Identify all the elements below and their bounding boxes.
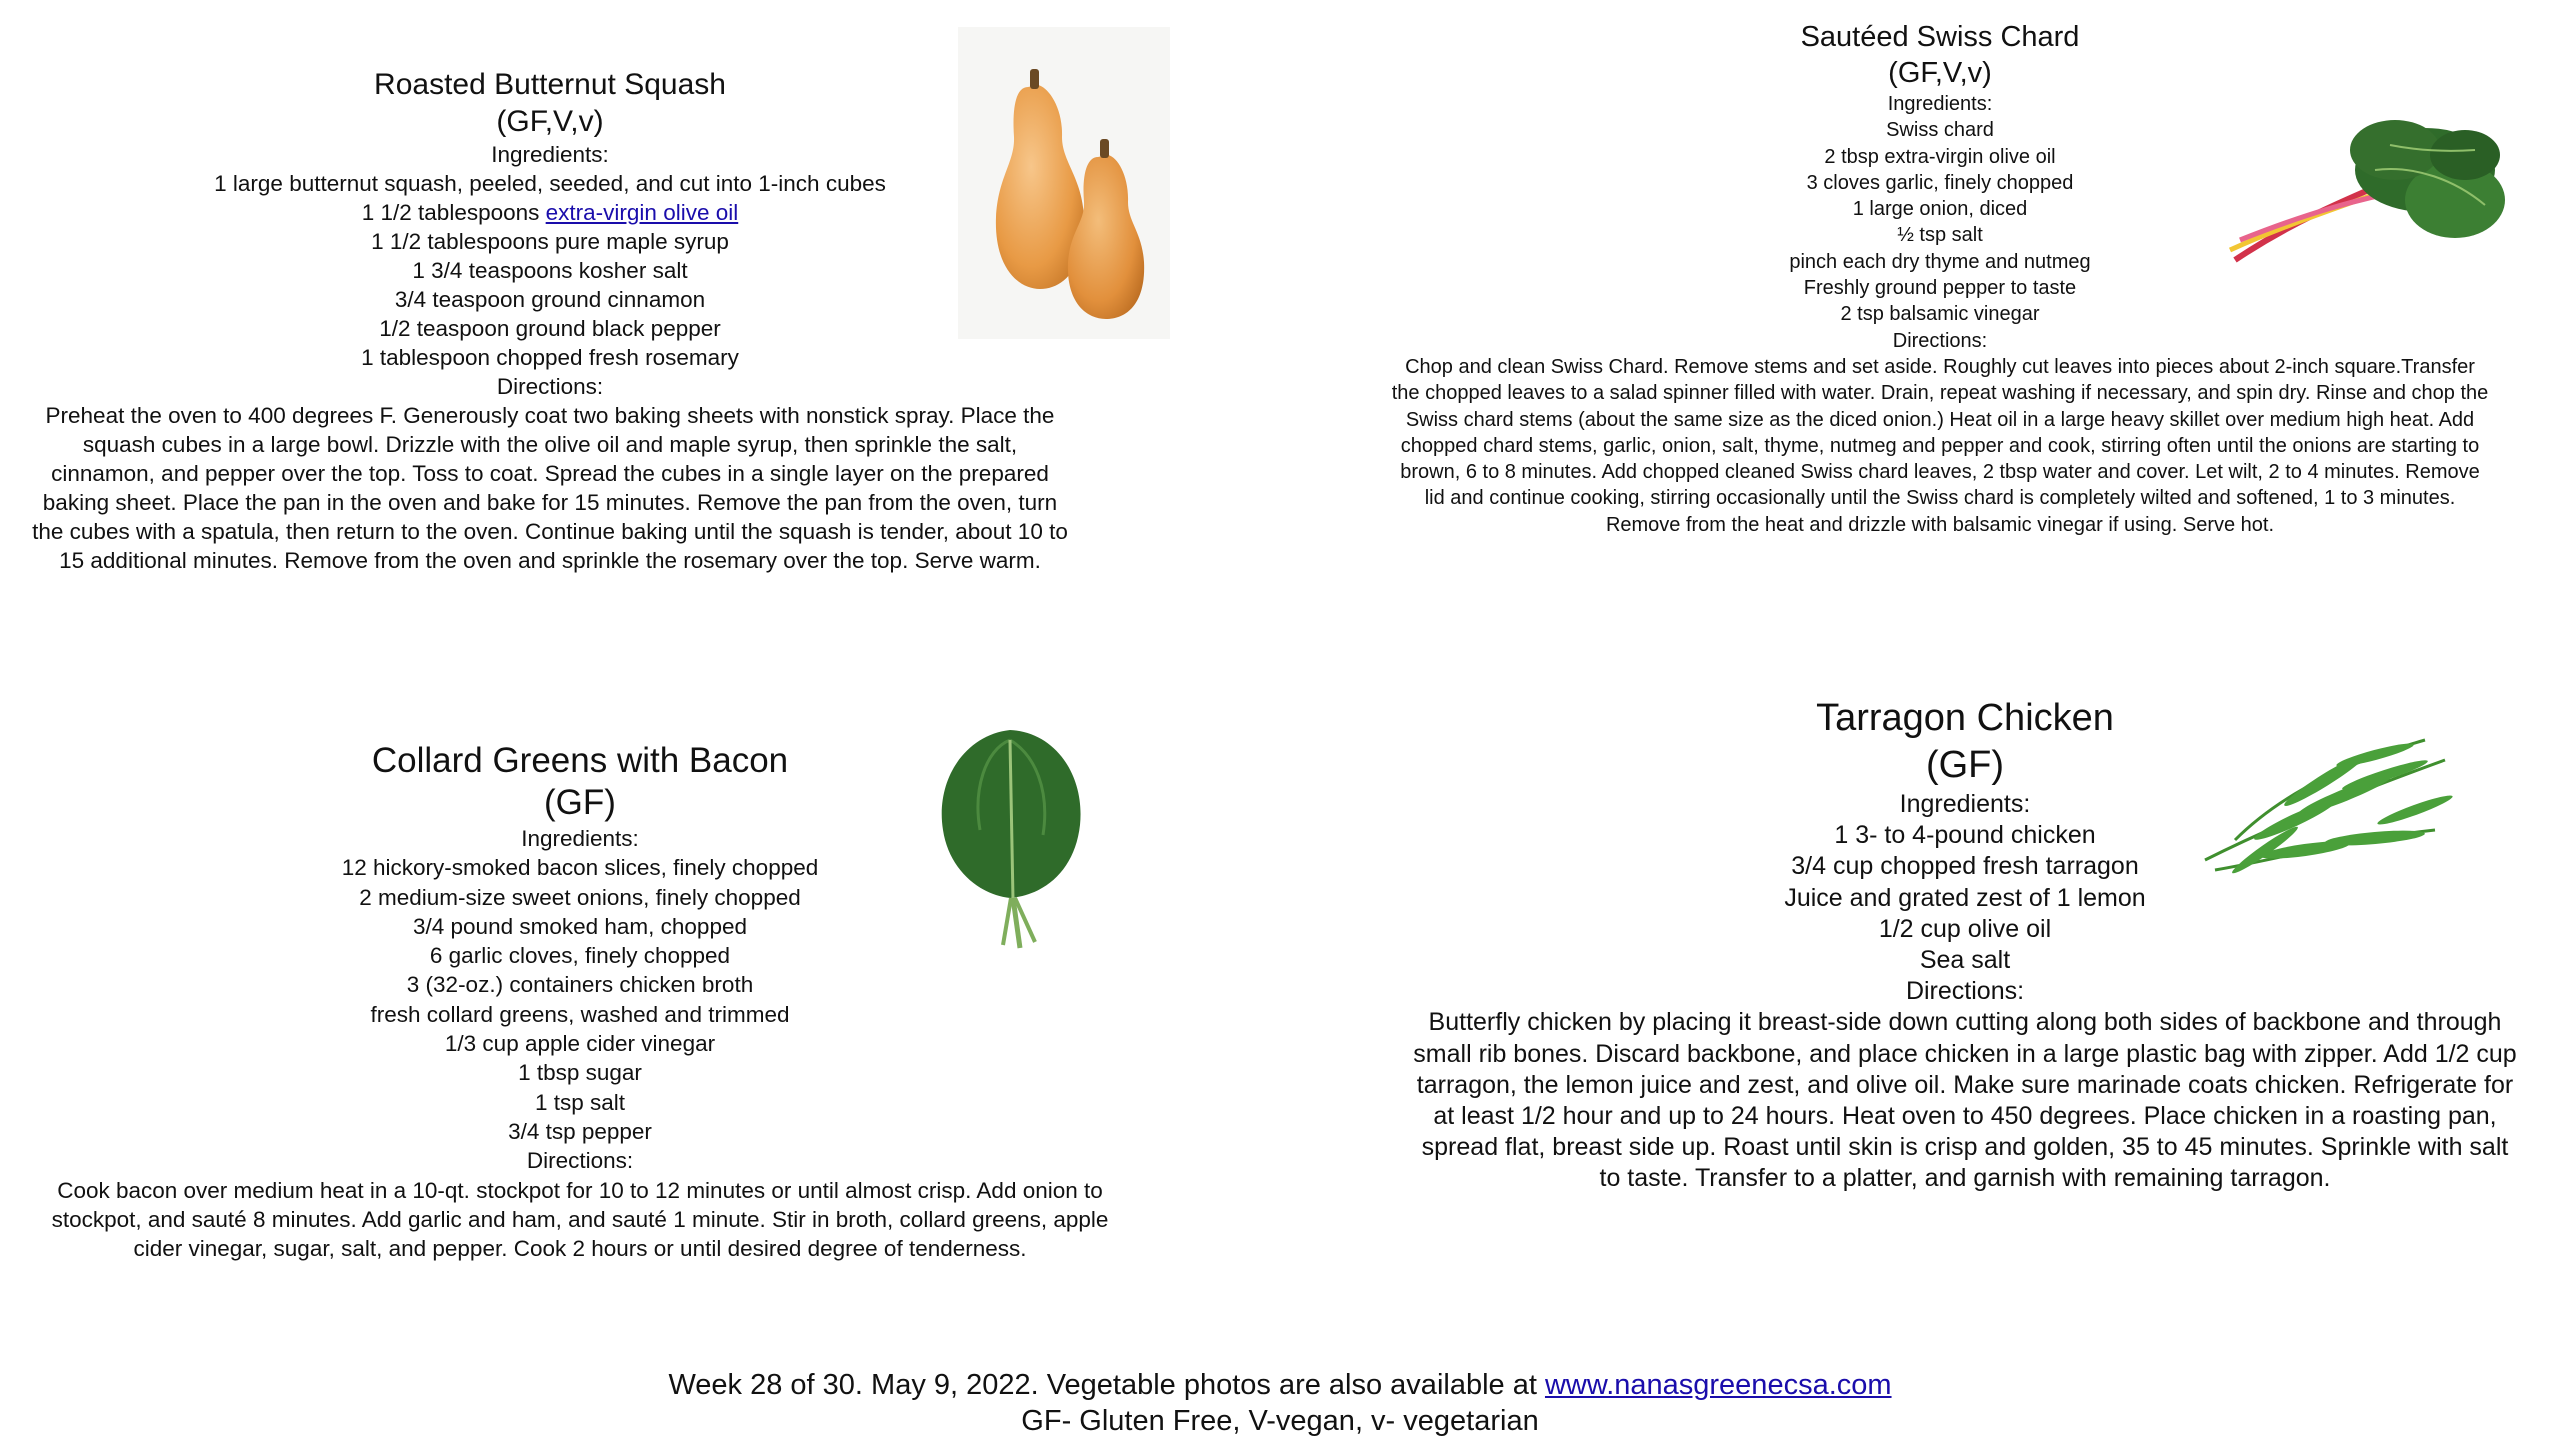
directions-label: Directions: — [1892, 329, 1988, 352]
ingredient-item: 12 hickory-smoked bacon slices, finely chopped — [341, 855, 819, 881]
ingredients-label: Ingredients: — [521, 826, 639, 851]
ingredients-label: Ingredients: — [1899, 790, 2031, 818]
directions-label: Directions: — [496, 374, 604, 399]
ingredient-item: 1 1/2 tablespoons pure maple syrup — [371, 229, 729, 254]
ingredient-item: 1 tsp salt — [534, 1089, 626, 1115]
collard-leaf-photo — [925, 720, 1095, 955]
ingredient-item: 2 tbsp extra-virgin olive oil — [1824, 145, 2056, 168]
recipe-title: Roasted Butternut Squash — [374, 68, 726, 101]
ingredients-label: Ingredients: — [491, 142, 609, 167]
ingredient-item: 1 large butternut squash, peeled, seeded, and cut into 1-inch cubes — [214, 171, 886, 196]
ingredient-item: 1/2 cup olive oil — [1878, 914, 2052, 943]
ingredient-item: 6 garlic cloves, finely chopped — [429, 943, 731, 969]
ingredient-item: 3/4 teaspoon ground cinnamon — [394, 287, 706, 312]
ingredients-list — [30, 169, 1070, 372]
ingredient-item: ½ tsp salt — [1897, 224, 1983, 247]
ingredient-item: Freshly ground pepper to taste — [1803, 277, 2077, 300]
footer — [0, 1367, 2560, 1439]
ingredient-item: 1 3/4 teaspoons kosher salt — [412, 258, 688, 283]
footer-week-line — [0, 1367, 2560, 1403]
ingredient-item: 1/3 cup apple cider vinegar — [444, 1031, 716, 1057]
ingredient-item: fresh collard greens, washed and trimmed — [370, 1001, 790, 1027]
olive-oil-link[interactable]: extra-virgin olive oil — [545, 200, 739, 225]
csa-website-link[interactable]: www.nanasgreenecsa.com — [1544, 1369, 1892, 1401]
footer-week-text: Week 28 of 30. May 9, 2022. Vegetable photos are also available at — [668, 1369, 1537, 1401]
recipe-sauteed-swiss-chard — [1390, 19, 2490, 538]
ingredient-item: 2 tsp balsamic vinegar — [1840, 303, 2040, 326]
recipe-diet-tags: (GF,V,v) — [1888, 57, 1992, 89]
ingredient-item: 1 tablespoon chopped fresh rosemary — [361, 345, 739, 370]
recipe-title: Tarragon Chicken — [1816, 697, 2114, 739]
ingredient-item: 3/4 pound smoked ham, chopped — [413, 913, 747, 939]
recipe-diet-tags: (GF) — [544, 783, 616, 822]
butternut-squash-photo — [958, 27, 1170, 339]
directions-label: Directions: — [1905, 977, 2025, 1006]
directions-text: Chop and clean Swiss Chard. Remove stems and set aside. Roughly cut leaves into pieces about 2-inch square.Transfer the chopped leaves to a salad spinner filled with water. Drain, repeat washing if necessary, and spin dry. Rinse and chop the Swiss chard stems (about the same size as the diced onion.) Heat oil in a large heavy skillet over medium high heat. Add chopped chard stems, garlic, onion, salt, thyme, nutmeg and pepper and cook, stirring often until the onions are starting to brown, 6 to 8 minutes. Add chopped cleaned Swiss chard leaves, 2 tbsp water and cover. Let wilt, 2 to 4 minutes. Remove lid and continue cooking, stirring occasionally until the Swiss chard is completely wilted and softened, 1 to 3 minutes. Remove from the heat and drizzle with balsamic vinegar if using. Serve hot. — [1391, 355, 2489, 536]
ingredient-item: 1/2 teaspoon ground black pepper — [379, 316, 721, 341]
ingredient-item — [30, 198, 1070, 227]
ingredient-item: Swiss chard — [1886, 119, 1994, 142]
ingredient-item: Juice and grated zest of 1 lemon — [1784, 883, 2146, 912]
directions-text: Butterfly chicken by placing it breast-side down cutting along both sides of backbone and through small rib bones. Discard backbone, and place chicken in a large plastic bag with zipper. Add 1/2 cup tarragon, the lemon juice and zest, and olive oil. Make sure marinade coats chicken. Refrigerate for at least 1/2 hour and up to 24 hours. Heat oven to 450 degrees. Place chicken in a roasting pan, spread flat, breast side up. Roast until skin is crisp and golden, 35 to 45 minutes. Sprinkle with salt to taste. Transfer to a platter, and garnish with remaining tarragon. — [1413, 1008, 2517, 1193]
recipe-title: Collard Greens with Bacon — [371, 741, 789, 780]
ingredient-item: 3 (32-oz.) containers chicken broth — [406, 972, 754, 998]
ingredient-item: 1 tbsp sugar — [518, 1060, 642, 1086]
ingredient-item: 3/4 cup chopped fresh tarragon — [1791, 852, 2139, 881]
ingredient-item: 3 cloves garlic, finely chopped — [1806, 171, 2074, 194]
ingredient-item: 1 3- to 4-pound chicken — [1834, 821, 2096, 850]
tarragon-sprigs-photo — [2175, 720, 2460, 890]
directions-label: Directions: — [526, 1148, 634, 1174]
recipe-diet-tags: (GF,V,v) — [496, 105, 604, 138]
recipe-title: Sautéed Swiss Chard — [1800, 21, 2080, 53]
ingredient-item: Sea salt — [1919, 946, 2011, 975]
ingredient-item: 2 medium-size sweet onions, finely chopped — [359, 884, 801, 910]
recipe-diet-tags: (GF) — [1925, 744, 2005, 786]
footer-diet-legend: GF- Gluten Free, V-vegan, v- vegetarian — [1021, 1405, 1539, 1437]
directions-text: Preheat the oven to 400 degrees F. Generously coat two baking sheets with nonstick spray. Place the squash cubes in a large bowl. Drizzle with the olive oil and maple syrup, then sprinkle the salt, cinnamon, and pepper over the top. Toss to coat. Spread the cubes in a single layer on the prepared baking sheet. Place the pan in the oven and bake for 15 minutes. Remove the pan from the oven, turn the cubes with a spatula, then return to the oven. Continue baking until the squash is tender, about 10 to 15 additional minutes. Remove from the oven and sprinkle the rosemary over the top. Serve warm. — [32, 403, 1068, 573]
ingredient-item: pinch each dry thyme and nutmeg — [1789, 250, 2091, 273]
ingredient-item: 1 large onion, diced — [1852, 198, 2028, 221]
recipe-roasted-butternut-squash — [30, 66, 1070, 575]
directions-text: Cook bacon over medium heat in a 10-qt. stockpot for 10 to 12 minutes or until almost crisp. Add onion to stockpot, and sauté 8 minutes. Add garlic and ham, and sauté 1 minute. Stir in broth, collard greens, apple cider vinegar, sugar, salt, and pepper. Cook 2 hours or until desired degree of tenderness. — [51, 1177, 1109, 1262]
ingredients-label: Ingredients: — [1887, 93, 1993, 115]
ingredient-item: 3/4 tsp pepper — [508, 1118, 652, 1144]
ingredient-text: 1 1/2 tablespoons — [361, 200, 540, 225]
swiss-chard-photo — [2215, 110, 2505, 270]
